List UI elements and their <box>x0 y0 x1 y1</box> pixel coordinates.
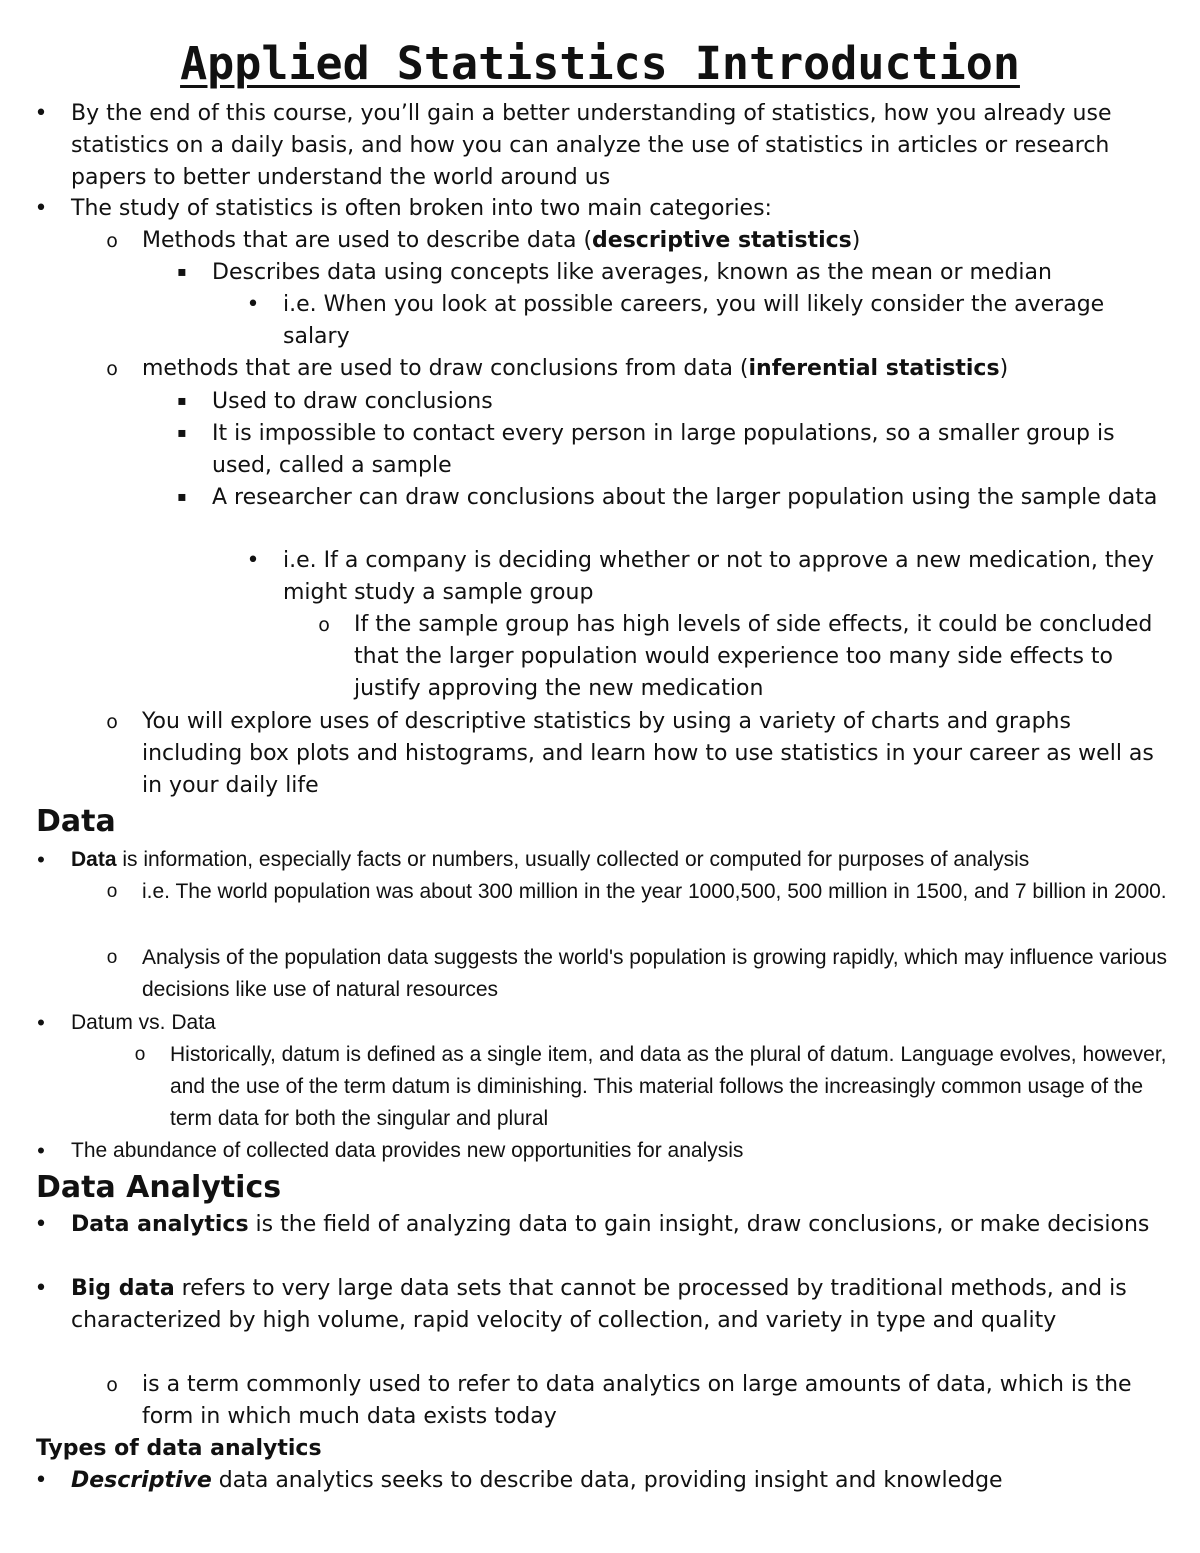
list-item-text: is the field of analyzing data to gain insight, draw conclusions, or make decisions <box>248 1212 1150 1237</box>
bullet-disc-icon: • <box>246 548 260 573</box>
bullet-disc-icon: • <box>37 1138 45 1163</box>
bullet-disc-icon: • <box>37 1010 45 1035</box>
list-item <box>37 1007 1170 1039</box>
list-item-text: Methods that are used to describe data ( <box>142 228 593 253</box>
term-descriptive-statistics: descriptive statistics <box>592 228 852 253</box>
bullet-circle-icon: o <box>318 614 330 636</box>
list-item <box>34 193 1170 225</box>
list-item <box>246 545 1170 609</box>
term-data: Data <box>71 848 117 871</box>
list-item <box>37 844 1170 876</box>
list-item <box>106 942 1170 1006</box>
bullet-disc-icon: • <box>34 101 48 126</box>
list-item-text: ) <box>851 228 861 253</box>
list-item-text: is information, especially facts or numbers, usually collected or computed for purposes of analysis <box>116 848 1030 871</box>
term-data-analytics: Data analytics <box>71 1212 249 1237</box>
list-item-text: By the end of this course, you’ll gain a better understanding of statistics, how you already use statistics on a daily basis, and how you can analyze the use of statistics in articles or research papers to better understand the world around us <box>71 101 1112 190</box>
list-item-text: i.e. When you look at possible careers, you will likely consider the average salary <box>283 292 1105 349</box>
bullet-disc-icon: • <box>34 1276 48 1301</box>
bullet-circle-icon: o <box>106 881 118 902</box>
term-descriptive: Descriptive <box>71 1468 212 1493</box>
subheading-types-of-data-analytics: Types of data analytics <box>36 1436 322 1461</box>
list-item-text: ) <box>999 356 1009 381</box>
list-item-text: refers to very large data sets that cannot be processed by traditional methods, and is characterized by high volume, rapid velocity of collection, and variety in type and quality <box>71 1276 1127 1333</box>
list-item <box>318 609 1170 705</box>
list-item <box>34 1209 1170 1241</box>
list-item <box>177 257 1170 289</box>
list-item-text: Datum vs. Data <box>71 1011 216 1034</box>
list-item-text: i.e. If a company is deciding whether or not to approve a new medication, they might study a sample group <box>283 548 1154 605</box>
list-item-text: is a term commonly used to refer to data analytics on large amounts of data, which is the form in which much data exists today <box>142 1372 1132 1429</box>
bullet-disc-icon: • <box>34 1468 48 1493</box>
bullet-square-icon: ▪ <box>177 489 187 505</box>
bullet-circle-icon: o <box>106 1374 118 1396</box>
list-item <box>34 1465 1170 1497</box>
bullet-disc-icon: • <box>246 292 260 317</box>
list-item-text: i.e. The world population was about 300 million in the year 1000,500, 500 million in 1500, and 7 billion in 2000. <box>142 880 1167 903</box>
list-item <box>106 706 1170 802</box>
list-item-text: A researcher can draw conclusions about the larger population using the sample data <box>212 485 1158 510</box>
list-item-text: If the sample group has high levels of side effects, it could be concluded that the larger population would experience too many side effects to justify approving the new medication <box>354 612 1153 701</box>
bullet-circle-icon: o <box>134 1044 146 1065</box>
list-item <box>177 418 1170 482</box>
page-title: Applied Statistics Introduction <box>180 37 1020 90</box>
bullet-square-icon: ▪ <box>177 425 187 441</box>
list-item-text: Describes data using concepts like averages, known as the mean or median <box>212 260 1052 285</box>
list-item-text: The abundance of collected data provides new opportunities for analysis <box>71 1139 744 1162</box>
list-item-text: You will explore uses of descriptive statistics by using a variety of charts and graphs including box plots and histograms, and learn how to use statistics in your career as well as in your daily life <box>142 709 1154 798</box>
bullet-disc-icon: • <box>34 196 48 221</box>
bullet-circle-icon: o <box>106 711 118 733</box>
term-inferential-statistics: inferential statistics <box>748 356 1000 381</box>
list-item <box>106 876 1170 908</box>
bullet-disc-icon: • <box>37 847 45 872</box>
bullet-circle-icon: o <box>106 947 118 968</box>
list-item-text: It is impossible to contact every person in large populations, so a smaller group is used, called a sample <box>212 421 1115 478</box>
list-item <box>106 225 1170 257</box>
bullet-circle-icon: o <box>106 358 118 380</box>
list-item <box>37 1135 1170 1167</box>
list-item <box>34 1273 1170 1337</box>
bullet-disc-icon: • <box>34 1212 48 1237</box>
list-item-text: Analysis of the population data suggests the world's population is growing rapidly, which may influence various decisions like use of natural resources <box>142 946 1168 1001</box>
bullet-square-icon: ▪ <box>177 393 187 409</box>
list-item <box>177 386 1170 418</box>
list-item <box>34 98 1170 194</box>
list-item <box>134 1039 1170 1135</box>
list-item-text: data analytics seeks to describe data, providing insight and knowledge <box>211 1468 1003 1493</box>
list-item <box>246 289 1170 353</box>
bullet-circle-icon: o <box>106 230 118 252</box>
section-heading-data-analytics: Data Analytics <box>36 1170 282 1205</box>
bullet-square-icon: ▪ <box>177 264 187 280</box>
list-item-text: Historically, datum is defined as a single item, and data as the plural of datum. Language evolves, however, and the use of the term datum is diminishing. This material follows the increasingly common usage of the term data for both the singular and plural <box>170 1043 1167 1130</box>
list-item-text: Used to draw conclusions <box>212 389 493 414</box>
list-item <box>106 353 1170 385</box>
list-item <box>177 482 1170 514</box>
list-item-text: methods that are used to draw conclusions from data ( <box>142 356 749 381</box>
list-item <box>106 1369 1170 1433</box>
section-heading-data: Data <box>36 804 116 839</box>
list-item-text: The study of statistics is often broken into two main categories: <box>71 196 772 221</box>
term-big-data: Big data <box>71 1276 175 1301</box>
